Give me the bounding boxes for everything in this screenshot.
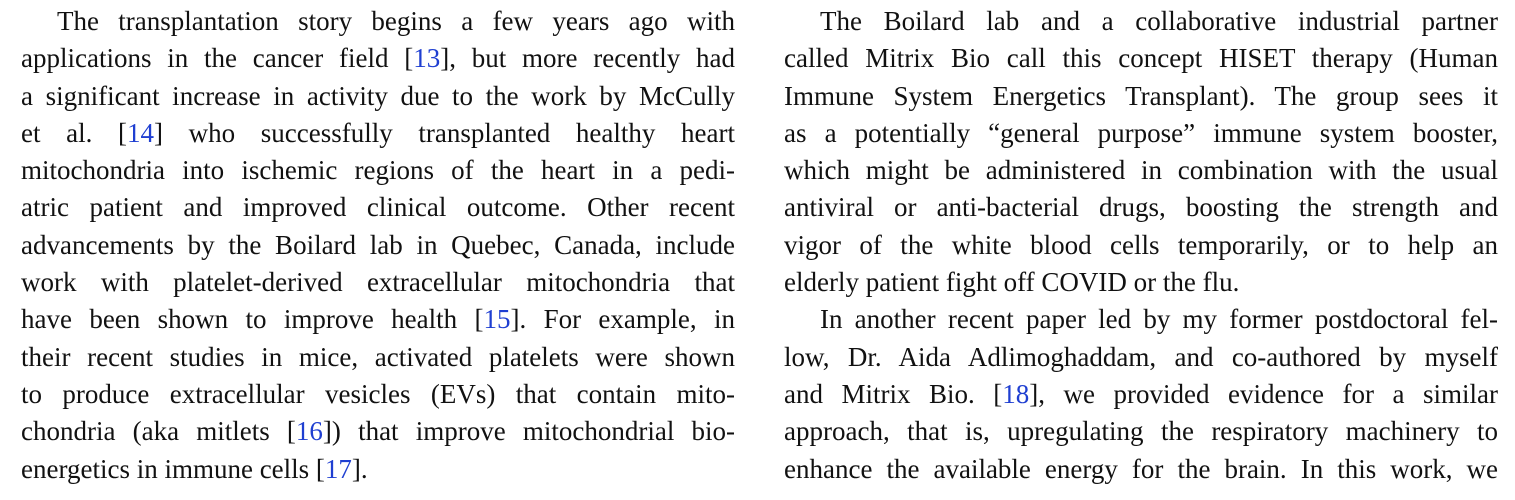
text-line: as a potentially “general purpose” immune system booster, xyxy=(784,117,1498,148)
citation-link[interactable]: 15 xyxy=(483,304,511,335)
text-line: applications in the cancer field [13], but more recently had xyxy=(21,43,735,74)
text-line: The Boilard lab and a collaborative industrial partner xyxy=(820,6,1498,36)
text-line: work with platelet-derived extracellular mitochondria that xyxy=(21,267,735,298)
text-line: a significant increase in activity due to the work by McCully xyxy=(21,80,735,111)
text-line: Immune System Energetics Transplant). The group sees it xyxy=(784,80,1498,111)
text-line: enhance the available energy for the brain. In this work, we xyxy=(784,453,1498,484)
citation-link[interactable]: 14 xyxy=(126,117,154,148)
text-line: low, Dr. Aida Adlimoghaddam, and co-authored by myself xyxy=(784,341,1498,372)
text-line: mitochondria into ischemic regions of the heart in a pedi- xyxy=(21,155,735,186)
citation-link[interactable]: 16 xyxy=(295,416,323,447)
text-line: elderly patient fight off COVID or the flu. xyxy=(784,267,1240,298)
text-line: and Mitrix Bio. [18], we provided evidence for a similar xyxy=(784,378,1498,409)
citation-link[interactable]: 13 xyxy=(413,43,441,74)
text-line: chondria (aka mitlets [16]) that improve mitochondrial bio- xyxy=(21,416,735,447)
text-line: their recent studies in mice, activated platelets were shown xyxy=(21,341,735,372)
text-line: called Mitrix Bio call this concept HISET therapy (Human xyxy=(784,43,1498,74)
citation-link[interactable]: 17 xyxy=(324,453,352,484)
text-line: to produce extracellular vesicles (EVs) that contain mito- xyxy=(21,378,735,409)
text-line: antiviral or anti-bacterial drugs, boosting the strength and xyxy=(784,192,1498,223)
citation-link[interactable]: 18 xyxy=(1002,378,1030,409)
text-line: In another recent paper led by my former postdoctoral fel- xyxy=(820,304,1498,335)
text-line: energetics in immune cells [17]. xyxy=(21,453,368,484)
text-line: atric patient and improved clinical outcome. Other recent xyxy=(21,192,735,223)
text-line: vigor of the white blood cells temporarily, or to help an xyxy=(784,229,1498,260)
text-line: approach, that is, upregulating the respiratory machinery to xyxy=(784,416,1498,447)
text-line: which might be administered in combination with the usual xyxy=(784,155,1498,186)
text-line: The transplantation story begins a few years ago with xyxy=(57,6,735,36)
text-line: have been shown to improve health [15]. For example, in xyxy=(21,304,735,335)
text-line: et al. [14] who successfully transplanted healthy heart xyxy=(21,117,735,148)
text-line: advancements by the Boilard lab in Quebec, Canada, include xyxy=(21,229,735,260)
left-column xyxy=(21,3,735,488)
right-column xyxy=(784,3,1498,488)
